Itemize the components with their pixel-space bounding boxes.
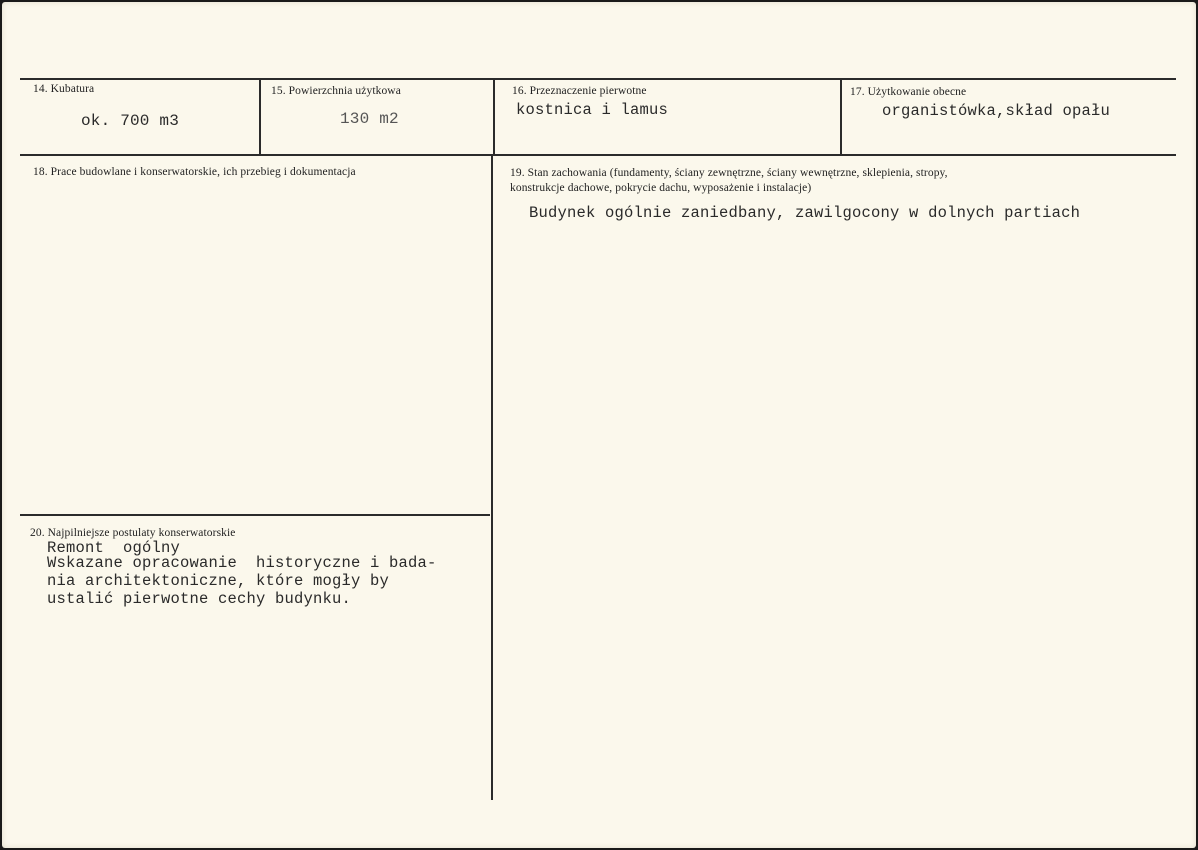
- field-17-value: organistówka,skład opału: [882, 102, 1111, 120]
- field-18-label: 18. Prace budowlane i konserwatorskie, ich przebieg i dokumentacja: [33, 166, 356, 178]
- record-card: [2, 2, 1196, 848]
- field-15-value: 130 m2: [340, 110, 399, 128]
- field-16-label: 16. Przeznaczenie pierwotne: [512, 85, 647, 97]
- field-19-label-line1: 19. Stan zachowania (fundamenty, ściany zewnętrzne, ściany wewnętrzne, sklepienia, stropy,: [510, 167, 948, 179]
- field-20-line-1: Remont ogólny: [47, 539, 181, 557]
- field-17-label: 17. Użytkowanie obecne: [850, 86, 967, 98]
- field-16-value: kostnica i lamus: [516, 101, 669, 119]
- divider-14-15: [259, 78, 261, 154]
- divider-16-17: [840, 78, 842, 154]
- field-14-value: ok. 700 m3: [81, 112, 180, 130]
- field-20-line-2: Wskazane opracowanie historyczne i bada-: [47, 554, 437, 572]
- row1-bottom-rule: [20, 154, 1176, 156]
- divider-15-16: [493, 78, 495, 154]
- field-19-value: Budynek ogólnie zaniedbany, zawilgocony w dolnych partiach: [529, 204, 1081, 222]
- top-rule: [20, 78, 1176, 80]
- field-19-label-line2: konstrukcje dachowe, pokrycie dachu, wyposażenie i instalacje): [510, 182, 812, 194]
- field-20-line-3: nia architektoniczne, które mogły by: [47, 572, 390, 590]
- field-20-line-4: ustalić pierwotne cechy budynku.: [47, 590, 352, 608]
- field-20-label: 20. Najpilniejsze postulaty konserwatorskie: [30, 527, 236, 539]
- field-14-label: 14. Kubatura: [33, 83, 95, 95]
- main-column-divider: [491, 154, 493, 800]
- field-15-label: 15. Powierzchnia użytkowa: [271, 85, 401, 97]
- field18-bottom-rule: [20, 514, 490, 516]
